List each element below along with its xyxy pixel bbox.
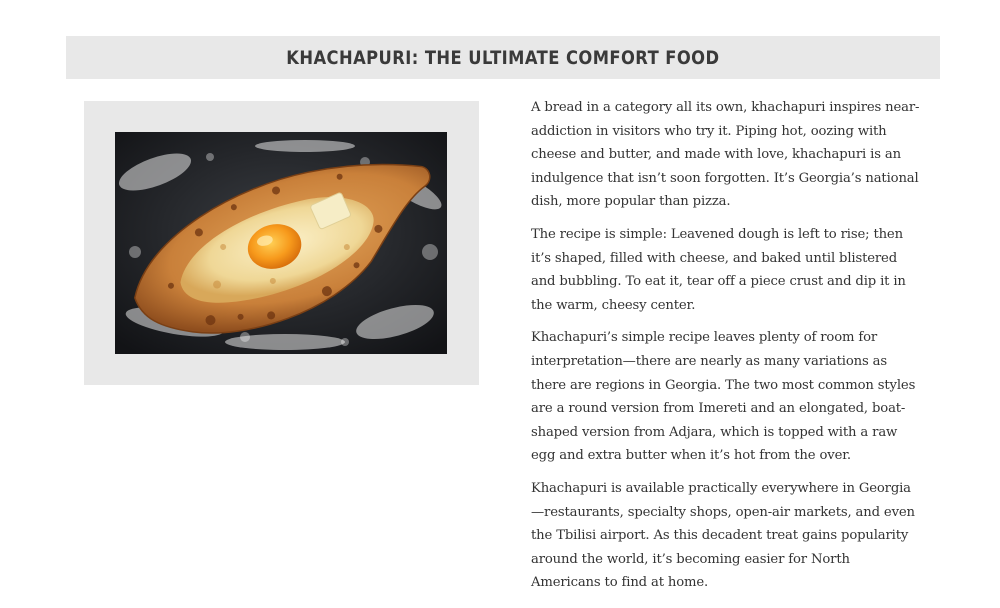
image-frame — [84, 101, 479, 385]
paragraph-recipe: The recipe is simple: Leavened dough is left to rise; then it’s shaped, filled with cheese, and baked until blistered and bubbling. To eat it, tear off a piece crust and dip it in the warm, cheesy center. — [531, 226, 906, 313]
paragraph-availability: Khachapuri is available practically everywhere in Georgia—restaurants, specialty shops, open-air markets, and even the Tbilisi airport. As this decadent treat gains popularity around the world, it’s becoming easier for North Americans to find at home. — [531, 480, 915, 591]
title-banner — [66, 36, 940, 79]
page-title: KHACHAPURI: THE ULTIMATE COMFORT FOOD — [286, 46, 720, 69]
paragraph-intro: A bread in a category all its own, khachapuri inspires near-addiction in visitors who try it. Piping hot, oozing with cheese and butter, and made with love, khachapuri is an indulgence that isn’t soon forgotten. It’s Georgia’s national dish, more popular than pizza. — [531, 100, 920, 210]
khachapuri-illustration-icon — [115, 132, 447, 354]
article-body — [531, 96, 923, 604]
paragraph-variations: Khachapuri’s simple recipe leaves plenty of room for interpretation—there are nearly as many variations as there are regions in Georgia. The two most common styles are a round version from Imereti and an elongated, boat-shaped version from Adjara, which is topped with a raw egg and extra butter when it’s hot from the over. — [531, 330, 916, 464]
khachapuri-photo — [115, 132, 447, 354]
